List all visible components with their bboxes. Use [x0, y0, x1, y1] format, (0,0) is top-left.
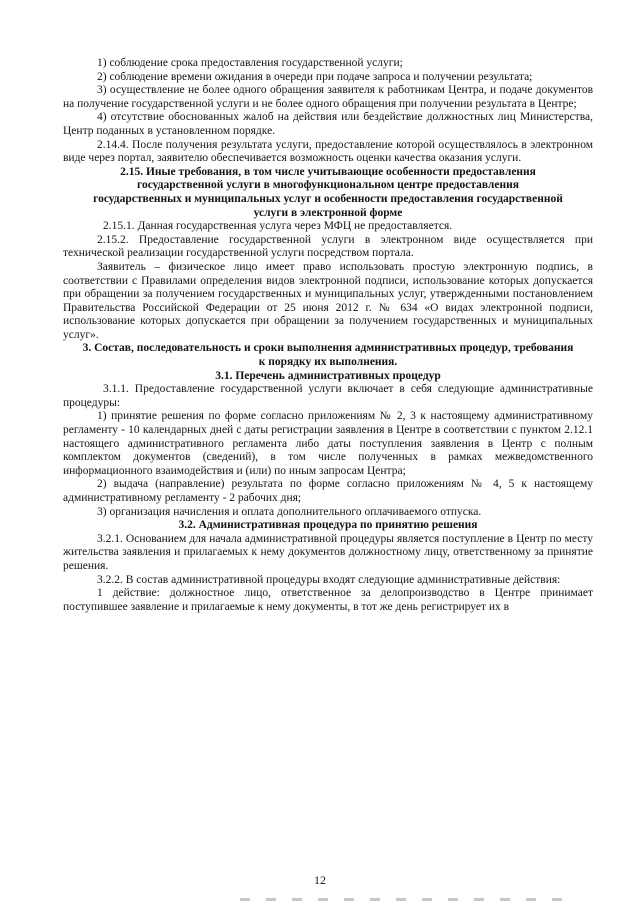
paragraph: 4) отсутствие обоснованных жалоб на действия или бездействие должностных лиц Министерства, Центр поданных в установленном порядке. [63, 111, 593, 137]
section-heading-2-15: 2.15. Иные требования, в том числе учитывающие особенности предоставления государственной услуги в многофункциональном центре предоставления государственных и муниципальных услуг и особенности предоставления государственной услуги в электронной форме [93, 165, 563, 219]
document-page [63, 57, 593, 614]
list-item: 1) принятие решения по форме согласно приложениям № 2, 3 к настоящему административному регламенту - 10 календарных дней с даты регистрации заявления в Центре в соответствии с пунктом 2.12.1 настоящего административного регламента либо даты поступления заявления в Центр с полным комплектом документов (сведений), в том числе полученных в рамках межведомственного информационного взаимодействия и (или) по иным запросам Центра; [63, 410, 593, 477]
paragraph: 2.14.4. После получения результата услуги, предоставление которой осуществлялось в электронном виде через портал, заявителю обеспечивается возможность оценки качества оказания услуги. [63, 138, 593, 165]
paragraph: 3.2.2. В состав административной процедуры входят следующие административные действия: [97, 573, 561, 586]
paragraph: 2) соблюдение времени ожидания в очереди при подаче запроса и получении результата; [97, 70, 533, 83]
paragraph: 2.15.2. Предоставление государственной услуги в электронном виде осуществляется при технической реализации государственной услуги посредством портала. [63, 233, 593, 260]
paragraph: 3.2.1. Основанием для начала административной процедуры является поступление в Центр по месту жительства заявления и прилагаемых к нему документов должностному лицу, ответственному за принятие решения. [63, 532, 593, 572]
paragraph: 1 действие: должностное лицо, ответственное за делопроизводство в Центре принимает поступившее заявление и прилагаемые к нему документы, в тот же день регистрирует их в [63, 587, 593, 613]
paragraph: 3.1.1. Предоставление государственной услуги включает в себя следующие административные процедуры: [63, 383, 593, 409]
page-number: 12 [314, 873, 326, 887]
section-heading-3-2: 3.2. Административная процедура по принятию решения [178, 519, 478, 532]
section-heading-3: 3. Состав, последовательность и сроки выполнения административных процедур, требования к порядку их выполнения. [82, 342, 574, 369]
paragraph: Заявитель – физическое лицо имеет право использовать простую электронную подпись, в соответствии с Правилами определения видов электронной подписи, использование которых допускается при обращении за получением государственных и муниципальных услуг, утвержденными постановлением Правительства Российской Федерации от 25 июня 2012 г. № 634 «О видах электронной подписи, использование которых допускается при обращении за получением государственных и муниципальных услуг». [63, 260, 593, 341]
paragraph: 3) осуществление не более одного обращения заявителя к работникам Центра, и подаче документов на получение государственной услуги и не более одного обращения при получении результата в Центре; [63, 84, 593, 110]
section-heading-3-1: 3.1. Перечень административных процедур [215, 369, 441, 382]
list-item: 3) организация начисления и оплата дополнительного оплачиваемого отпуска. [97, 505, 482, 518]
paragraph: 2.15.1. Данная государственная услуга через МФЦ не предоставляется. [103, 220, 453, 233]
paragraph: 1) соблюдение срока предоставления государственной услуги; [97, 57, 403, 69]
scan-artifact-divider [240, 898, 570, 901]
list-item: 2) выдача (направление) результата по форме согласно приложениям № 4, 5 к настоящему административному регламенту - 2 рабочих дня; [63, 478, 593, 504]
